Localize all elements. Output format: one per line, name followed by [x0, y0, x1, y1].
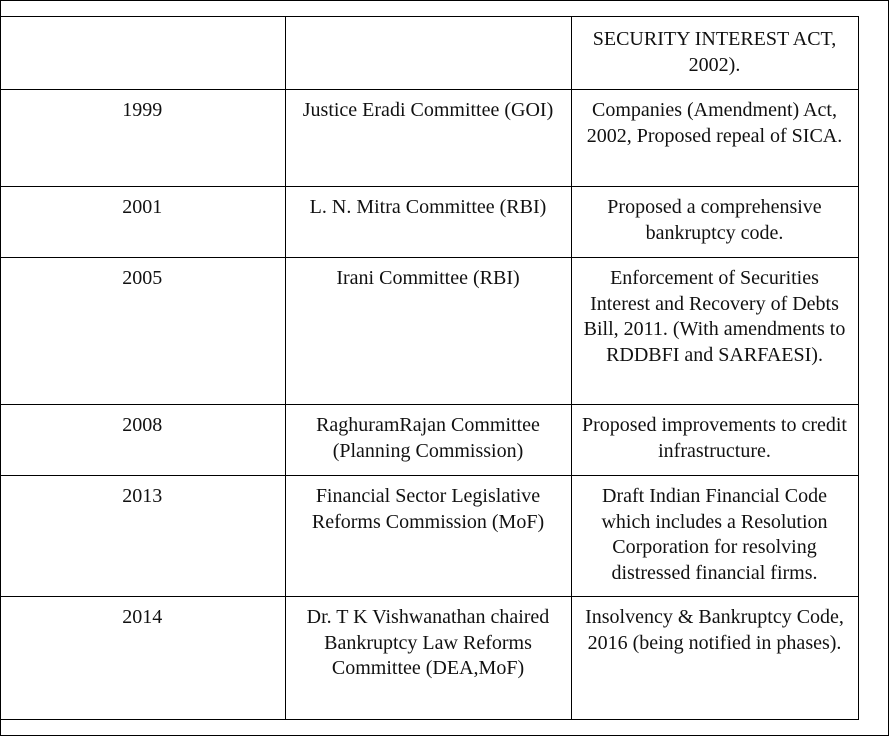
outcome-cell: SECURITY INTEREST ACT, 2002). [571, 17, 858, 90]
outcome-cell: Proposed a comprehensive bankruptcy code. [571, 187, 858, 258]
outcome-cell: Proposed improvements to credit infrastructure. [571, 405, 858, 476]
committee-cell: Financial Sector Legislative Reforms Commission (MoF) [285, 476, 571, 597]
committee-cell: Dr. T K Vishwanathan chaired Bankruptcy Law Reforms Committee (DEA,MoF) [285, 597, 571, 720]
committee-cell: L. N. Mitra Committee (RBI) [285, 187, 571, 258]
year-cell: 1999 [0, 90, 285, 187]
table-row [0, 476, 858, 597]
committee-table [0, 16, 859, 720]
table-row [0, 258, 858, 405]
outcome-cell: Enforcement of Securities Interest and Recovery of Debts Bill, 2011. (With amendments to RDDBFI and SARFAESI). [571, 258, 858, 405]
outcome-cell: Insolvency & Bankruptcy Code, 2016 (being notified in phases). [571, 597, 858, 720]
table-row [0, 17, 858, 90]
table-row [0, 405, 858, 476]
outcome-cell: Draft Indian Financial Code which includes a Resolution Corporation for resolving distressed financial firms. [571, 476, 858, 597]
year-cell: 2005 [0, 258, 285, 405]
committee-cell [285, 17, 571, 90]
table-row [0, 597, 858, 720]
year-cell: 2013 [0, 476, 285, 597]
committee-cell: Irani Committee (RBI) [285, 258, 571, 405]
outcome-cell: Companies (Amendment) Act, 2002, Proposed repeal of SICA. [571, 90, 858, 187]
year-cell: 2001 [0, 187, 285, 258]
year-cell [0, 17, 285, 90]
year-cell: 2014 [0, 597, 285, 720]
committee-cell: RaghuramRajan Committee (Planning Commission) [285, 405, 571, 476]
table-row [0, 187, 858, 258]
year-cell: 2008 [0, 405, 285, 476]
table-row [0, 90, 858, 187]
committee-cell: Justice Eradi Committee (GOI) [285, 90, 571, 187]
